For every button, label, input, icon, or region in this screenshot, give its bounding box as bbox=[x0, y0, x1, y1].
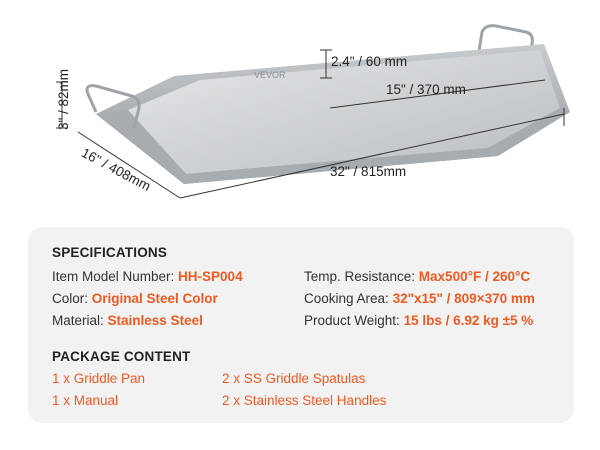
cooking-width-label: 15" / 370 mm bbox=[386, 82, 466, 97]
package-item: 2 x SS Griddle Spatulas bbox=[222, 371, 366, 386]
height-label: 3" / 82mm bbox=[56, 68, 72, 131]
specifications-card bbox=[28, 227, 574, 423]
depth-label: 2.4" / 60 mm bbox=[331, 54, 408, 69]
spec-model: Item Model Number: HH-SP004 bbox=[52, 269, 243, 284]
specifications-heading: SPECIFICATIONS bbox=[52, 245, 168, 260]
spec-temp: Temp. Resistance: Max500°F / 260°C bbox=[304, 269, 531, 284]
spec-cooking-area: Cooking Area: 32"x15" / 809×370 mm bbox=[304, 291, 535, 306]
package-item: 2 x Stainless Steel Handles bbox=[222, 393, 387, 408]
spec-color: Color: Original Steel Color bbox=[52, 291, 218, 306]
brand-logo: VEVOR bbox=[254, 70, 286, 80]
width-label: 16" / 408mm bbox=[78, 145, 154, 194]
spec-weight: Product Weight: 15 lbs / 6.92 kg ±5 % bbox=[304, 313, 534, 328]
length-label: 32" / 815mm bbox=[330, 164, 407, 179]
package-item: 1 x Griddle Pan bbox=[52, 371, 146, 386]
package-heading: PACKAGE CONTENT bbox=[52, 349, 191, 364]
spec-material: Material: Stainless Steel bbox=[52, 313, 203, 328]
package-item: 1 x Manual bbox=[52, 393, 119, 408]
